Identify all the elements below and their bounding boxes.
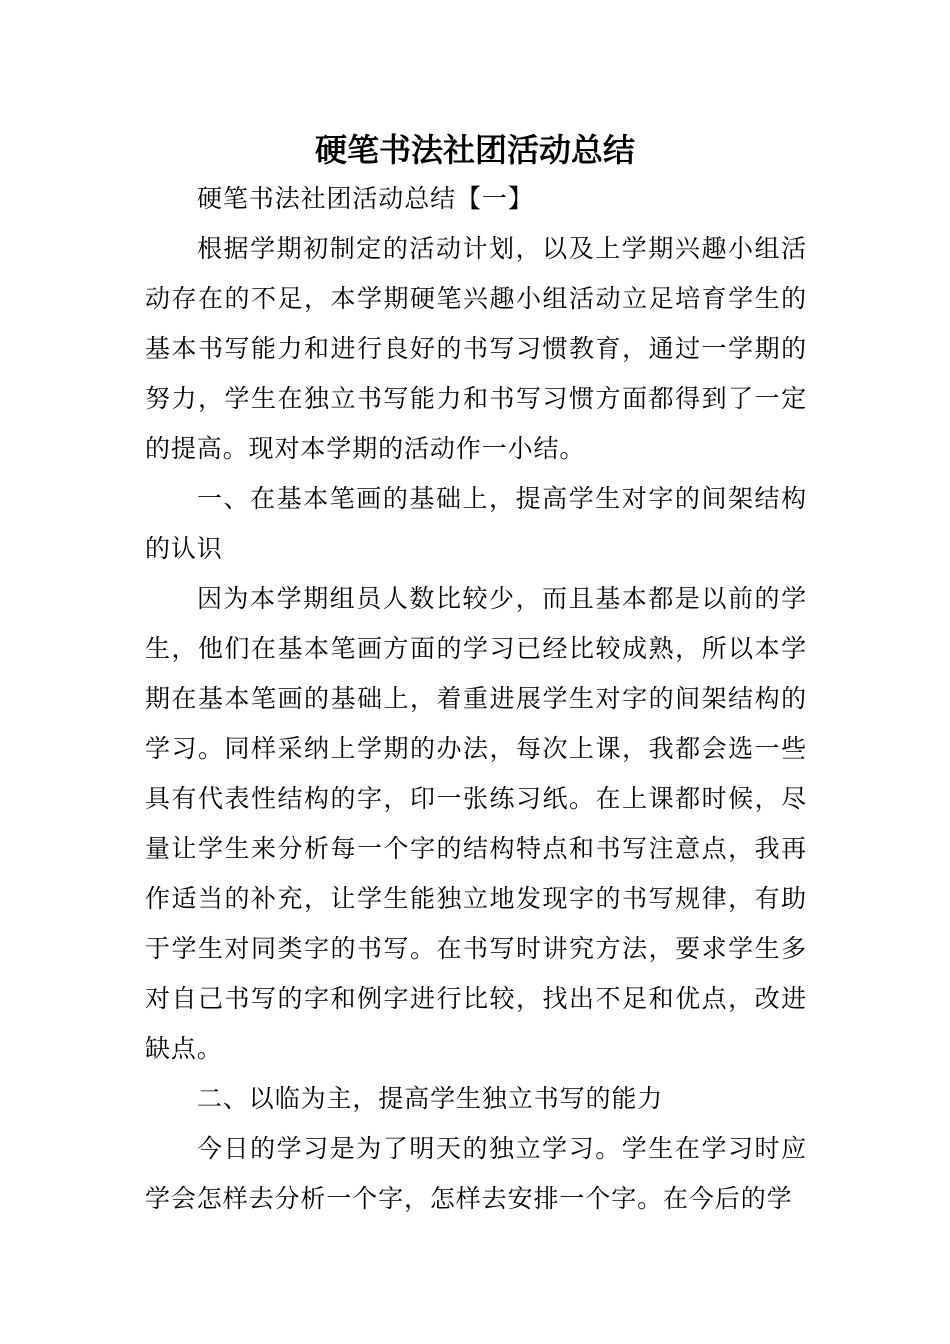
document-body: [145, 174, 807, 1224]
section-2-paragraph: 今日的学习是为了明天的独立学习。学生在学习时应学会怎样去分析一个字，怎样去安排一个字。在今后的学: [145, 1134, 807, 1213]
section-1-paragraph: 因为本学期组员人数比较少，而且基本都是以前的学生，他们在基本笔画方面的学习已经比较成熟，所以本学期在基本笔画的基础上，着重进展学生对字的间架结构的学习。同样采纳上学期的办法，每次上课，我都会选一些具有代表性结构的字，印一张练习纸。在上课都时候，尽量让学生来分析每一个字的结构特点和书写注意点，我再作适当的补充，让学生能独立地发现字的书写规律，有助于学生对同类字的书写。在书写时讲究方法，要求学生多对自己书写的字和例字进行比较，找出不足和优点，改进缺点。: [145, 584, 807, 1063]
section-heading-1: 一、在基本笔画的基础上，提高学生对字的间架结构的认识: [145, 484, 807, 563]
subtitle-paragraph: 硬笔书法社团活动总结【一】: [197, 184, 534, 213]
document-title: 硬笔书法社团活动总结: [314, 131, 635, 169]
section-heading-2: 二、以临为主，提高学生独立书写的能力: [197, 1084, 664, 1113]
intro-paragraph: 根据学期初制定的活动计划，以及上学期兴趣小组活动存在的不足，本学期硬笔兴趣小组活动立足培育学生的基本书写能力和进行良好的书写习惯教育，通过一学期的努力，学生在独立书写能力和书写习惯方面都得到了一定的提高。现对本学期的活动作一小结。: [145, 234, 807, 463]
